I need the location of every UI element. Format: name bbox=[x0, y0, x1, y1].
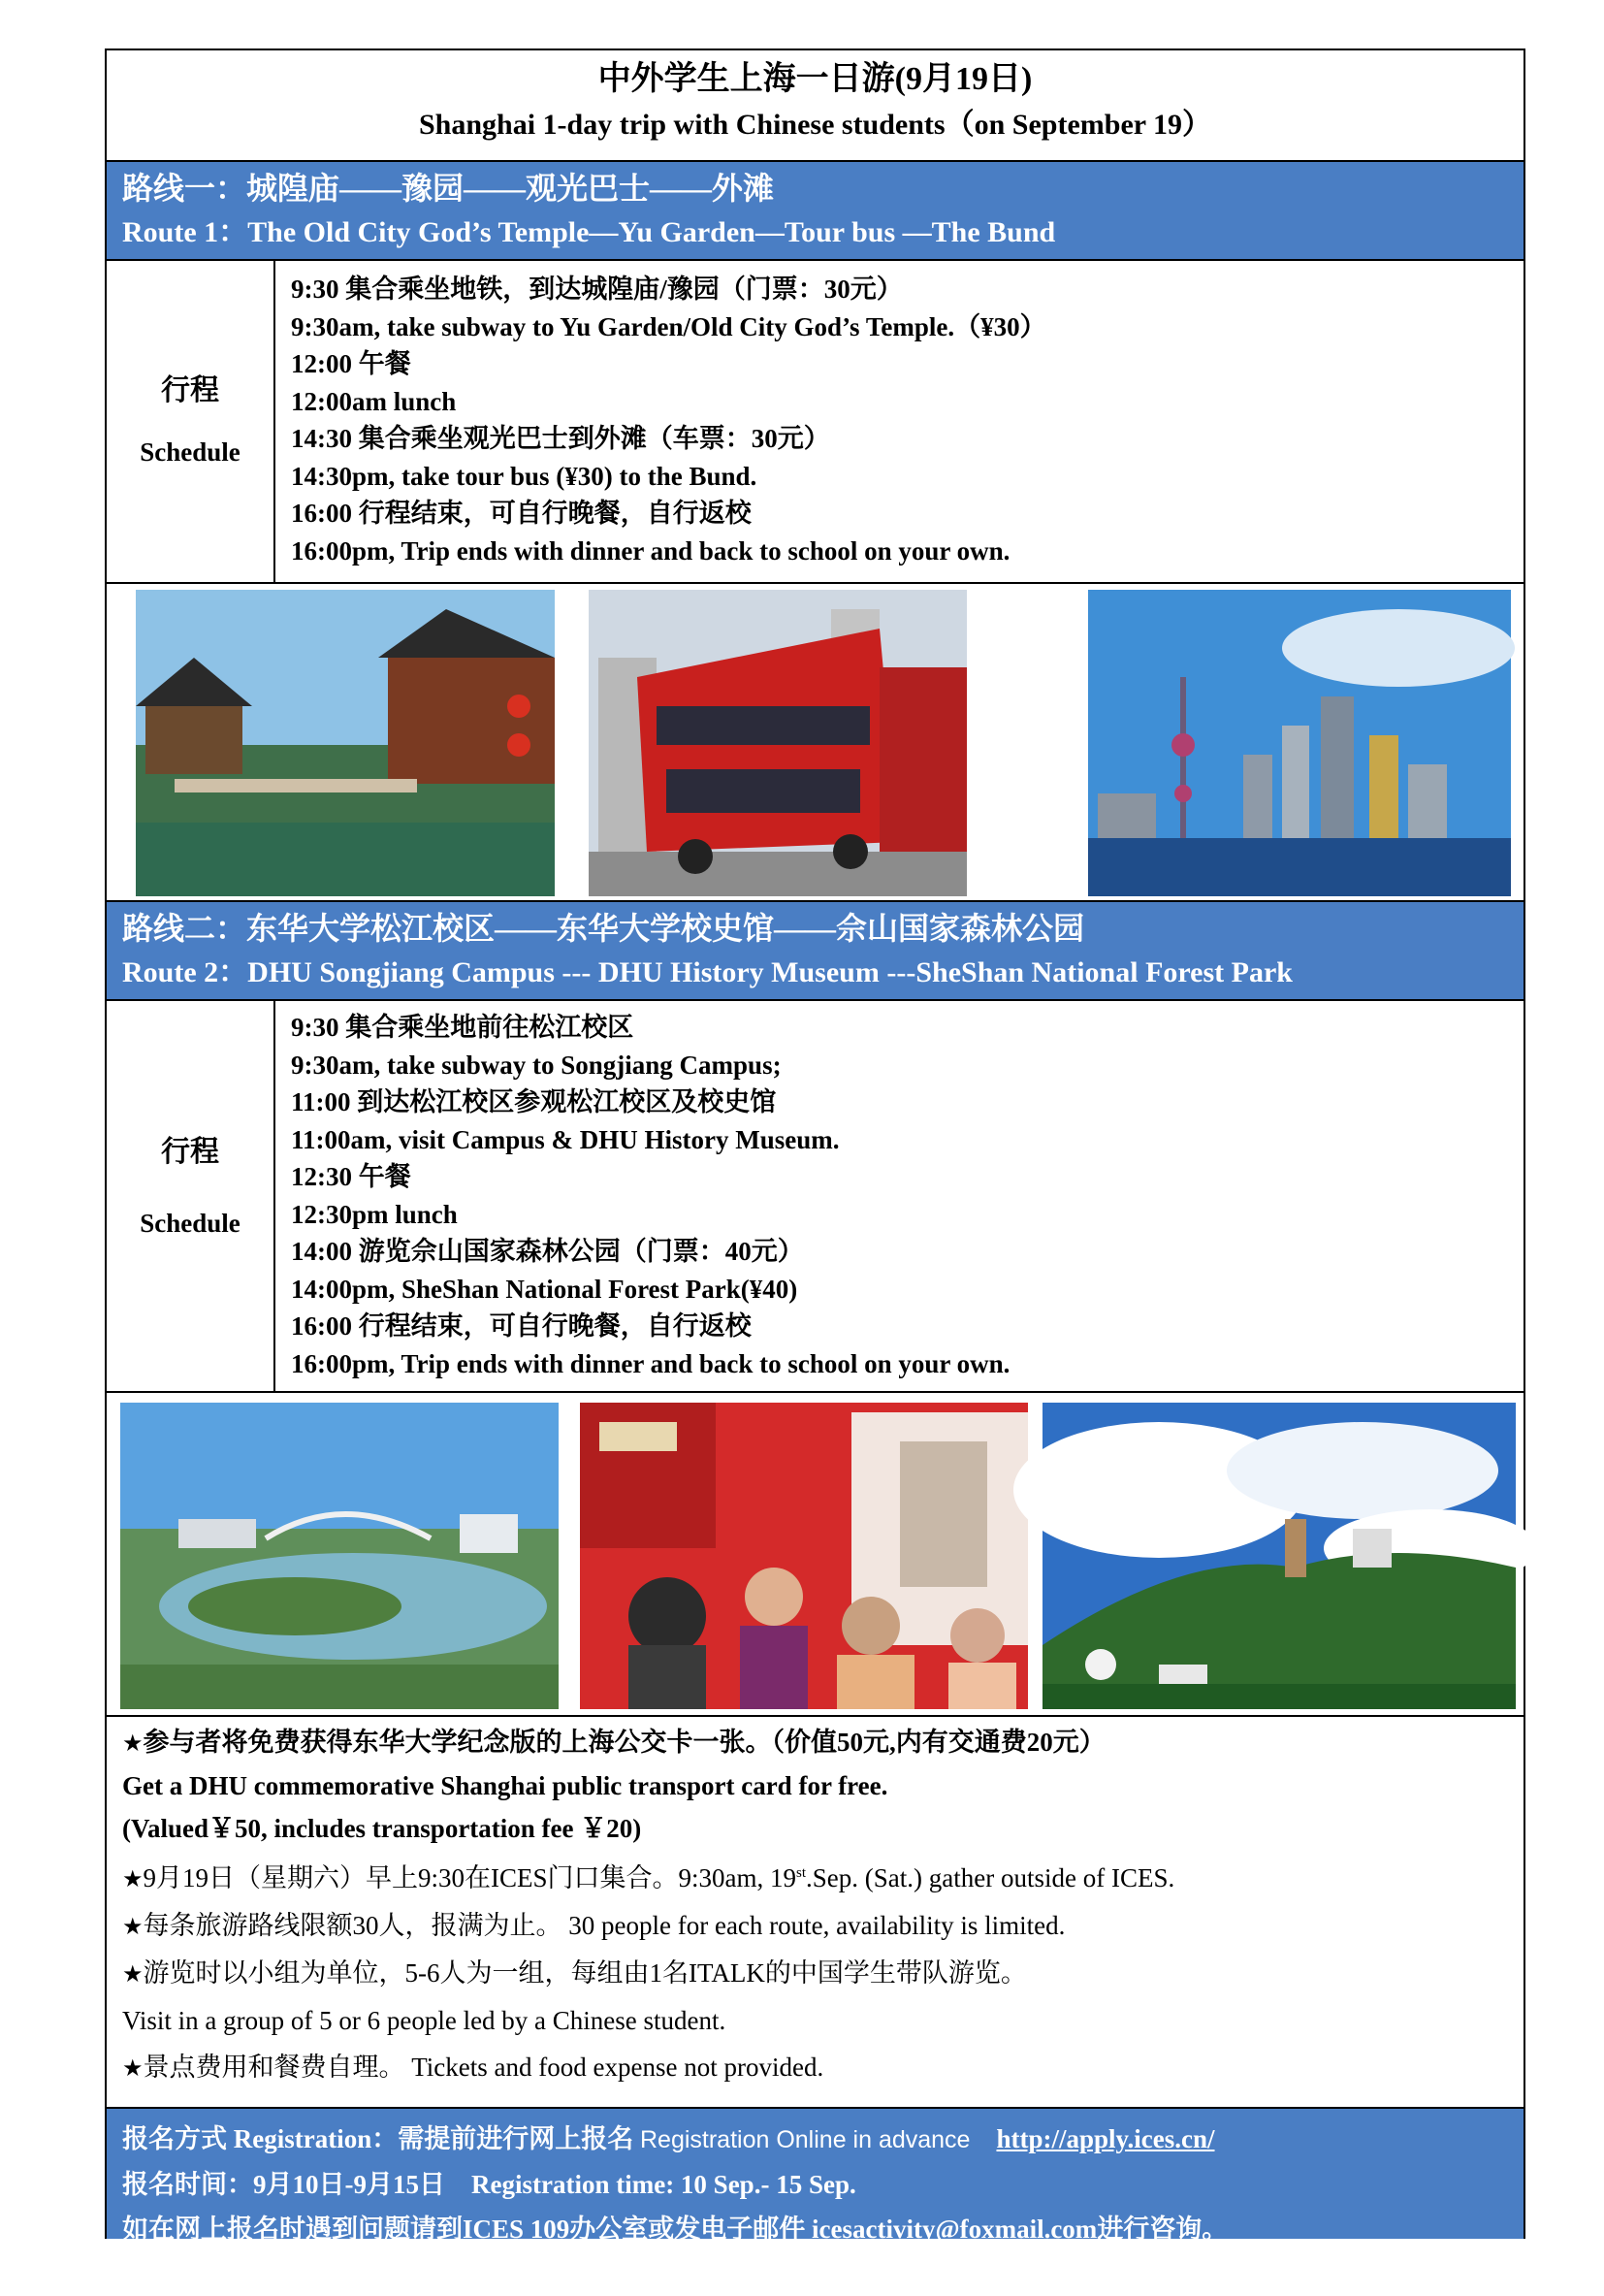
schedule-item: 12:30 午餐 bbox=[291, 1162, 411, 1191]
schedule-item: 12:30pm lunch bbox=[291, 1199, 458, 1229]
note-gather: ★9月19日（星期六）早上9:30在ICES门口集合。9:30am, 19st.Sep. (Sat.) gather outside of ICES. bbox=[122, 1863, 1175, 1892]
flyer-document bbox=[105, 49, 1525, 2288]
star-icon: ★ bbox=[122, 1730, 144, 1757]
registration-link[interactable]: http://apply.ices.cn/ bbox=[996, 2124, 1215, 2153]
route2-title-zh: 路线二：东华大学松江校区——东华大学校史馆——佘山国家森林公园 bbox=[122, 911, 1085, 946]
title-en: Shanghai 1-day trip with Chinese students（on September 19） bbox=[418, 109, 1212, 141]
schedule-label-zh: 行程 bbox=[161, 1136, 219, 1168]
note-card-en: Get a DHU commemorative Shanghai public transport card for free. bbox=[122, 1771, 888, 1800]
registration-method-en: Registration Online in advance bbox=[639, 2126, 971, 2153]
title-zh: 中外学生上海一日游(9月19日) bbox=[597, 61, 1033, 97]
the-bund-photo bbox=[1088, 590, 1511, 896]
note-expense: ★景点费用和餐费自理。 Tickets and food expense not provided. bbox=[122, 2053, 824, 2082]
note-group-zh: ★游览时以小组为单位，5-6人为一组，每组由1名ITALK的中国学生带队游览。 bbox=[122, 1958, 1027, 1988]
schedule-label-en: Schedule bbox=[140, 437, 241, 467]
schedule-item: 14:00pm, SheShan National Forest Park(¥40) bbox=[291, 1274, 798, 1304]
schedule-item: 16:00 行程结束，可自行晚餐，自行返校 bbox=[291, 499, 752, 528]
star-icon: ★ bbox=[122, 1865, 144, 1892]
schedule-label-zh: 行程 bbox=[161, 374, 219, 406]
note-group-en: Visit in a group of 5 or 6 people led by a Chinese student. bbox=[122, 2006, 726, 2035]
route1-header bbox=[107, 162, 1524, 259]
note-card-value: (Valued￥50, includes transportation fee ￥20) bbox=[122, 1814, 642, 1843]
registration-method-zh: 报名方式 Registration：需提前进行网上报名 bbox=[122, 2124, 634, 2153]
schedule-item: 16:00 行程结束，可自行晚餐，自行返校 bbox=[291, 1311, 752, 1341]
schedule-item: 14:00 游览佘山国家森林公园（门票：40元） bbox=[291, 1237, 804, 1266]
registration-time bbox=[122, 2162, 1524, 2207]
registration-contact-zh: 如在网上报名时遇到问题请到ICES 109办公室或发电子邮件 icesactivity@foxmail.com进行咨询。 bbox=[122, 2215, 1229, 2244]
schedule-label bbox=[107, 261, 275, 582]
route2-header bbox=[107, 902, 1524, 999]
yu-garden-photo bbox=[136, 590, 555, 896]
schedule-item: 12:00am lunch bbox=[291, 386, 457, 416]
schedule-item: 9:30am, take subway to Songjiang Campus; bbox=[291, 1050, 782, 1080]
route1-title-zh: 路线一：城隍庙——豫园——观光巴士——外滩 bbox=[122, 171, 775, 206]
flyer-header bbox=[107, 50, 1524, 162]
schedule-item: 9:30 集合乘坐地铁，到达城隍庙/豫园（门票：30元） bbox=[291, 275, 903, 304]
registration-contact-en: If you have any problems when register online, please contact ICES 109 office or email icesactivity@foxmail.com . bbox=[122, 2259, 1345, 2288]
star-icon: ★ bbox=[122, 2054, 144, 2082]
star-icon: ★ bbox=[122, 1960, 144, 1988]
schedule-items bbox=[291, 271, 1516, 569]
email-link[interactable]: icesactivity@foxmail.com bbox=[1046, 2259, 1332, 2288]
songjiang-campus-photo bbox=[120, 1403, 559, 1709]
schedule-item: 12:00 午餐 bbox=[291, 349, 411, 378]
schedule-item: 14:30 集合乘坐观光巴士到外滩（车票：30元） bbox=[291, 424, 830, 453]
schedule-items bbox=[291, 1009, 1516, 1382]
route2-title-en: Route 2：DHU Songjiang Campus --- DHU History Museum ---SheShan National Forest Park bbox=[122, 956, 1293, 988]
schedule-label-en: Schedule bbox=[140, 1209, 241, 1238]
note-card-zh: ★参与者将免费获得东华大学纪念版的上海公交卡一张。（价值50元,内有交通费20元） bbox=[122, 1728, 1106, 1757]
tour-bus-photo bbox=[589, 590, 967, 896]
registration-section bbox=[107, 2109, 1524, 2288]
history-museum-photo bbox=[580, 1403, 1028, 1709]
registration-time-zh: 报名时间：9月10日-9月15日 bbox=[122, 2170, 445, 2199]
sheshan-park-photo bbox=[1043, 1403, 1516, 1709]
route2-schedule bbox=[107, 1001, 1524, 1393]
schedule-item: 16:00pm, Trip ends with dinner and back to school on your own. bbox=[291, 535, 1011, 566]
star-icon: ★ bbox=[122, 1913, 144, 1940]
schedule-item: 16:00pm, Trip ends with dinner and back to school on your own. bbox=[291, 1348, 1011, 1378]
schedule-item: 9:30 集合乘坐地前往松江校区 bbox=[291, 1013, 634, 1042]
note-limit: ★每条旅游路线限额30人，报满为止。 30 people for each route, availability is limited. bbox=[122, 1911, 1066, 1940]
email-link[interactable]: icesactivity@foxmail.com bbox=[812, 2215, 1098, 2244]
schedule-item: 11:00 到达松江校区参观松江校区及校史馆 bbox=[291, 1087, 777, 1116]
registration-time-en: Registration time: 10 Sep.- 15 Sep. bbox=[471, 2170, 856, 2199]
route1-title-en: Route 1：The Old City God’s Temple—Yu Garden—Tour bus —The Bund bbox=[122, 216, 1056, 248]
route1-schedule bbox=[107, 261, 1524, 584]
schedule-item: 11:00am, visit Campus & DHU History Museum. bbox=[291, 1124, 840, 1154]
schedule-label bbox=[107, 1001, 275, 1391]
notes-section bbox=[107, 1717, 1524, 2105]
registration-method bbox=[122, 2117, 1524, 2162]
schedule-item: 14:30pm, take tour bus (¥30) to the Bund. bbox=[291, 461, 757, 491]
schedule-item: 9:30am, take subway to Yu Garden/Old City God’s Temple.（¥30） bbox=[291, 311, 1046, 341]
